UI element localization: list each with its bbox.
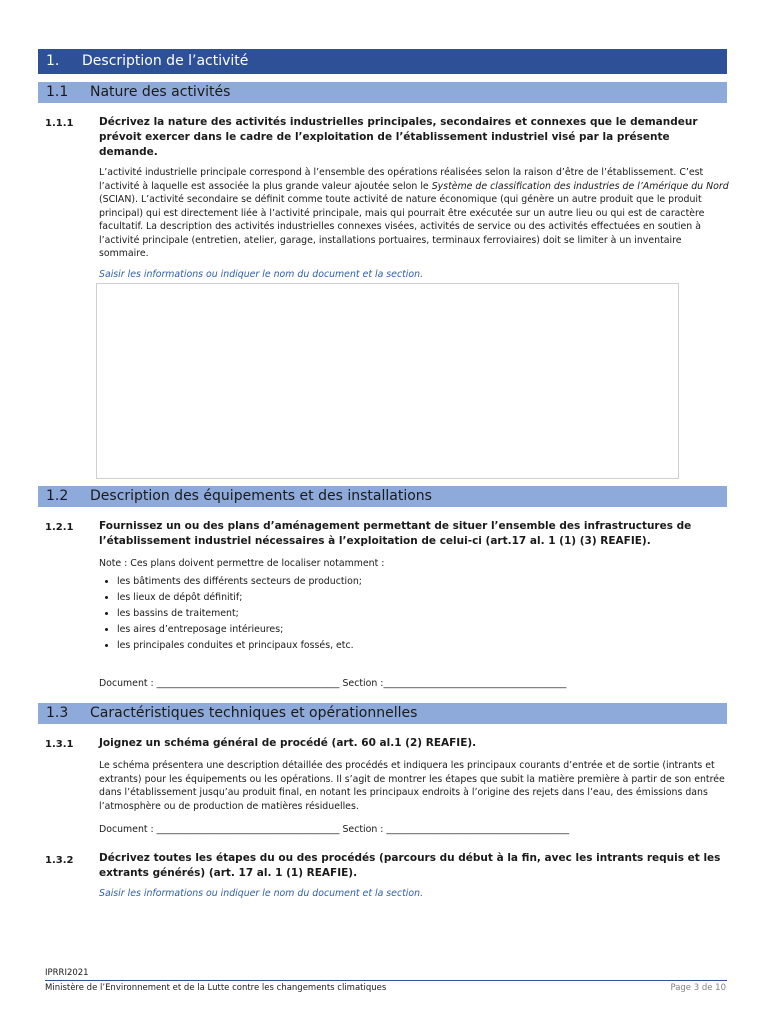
paragraph-part: L’activité industrielle principale correspond à l’ensemble des opérations réalisées selon la raison d’être de l’établissement. C’est l’activité à laquelle est associée la plus grande valeur ajoutée selon le (99, 167, 704, 192)
subsection-header-1-3 (38, 703, 727, 724)
subsection-number: 1.1 (46, 84, 69, 100)
input-hint-1-3-2: Saisir les informations ou indiquer le nom du document et la section. (99, 888, 424, 899)
section-number: 1. (46, 53, 60, 69)
response-textbox-1-1-1[interactable] (96, 283, 679, 479)
instruction-paragraph-1-1-1 (99, 166, 729, 261)
input-hint-1-1-1: Saisir les informations ou indiquer le nom du document et la section. (99, 269, 424, 280)
ministry-name: Ministère de l’Environnement et de la Lutte contre les changements climatiques (45, 983, 387, 993)
section-header (38, 49, 727, 74)
subsection-title: Description des équipements et des installations (90, 488, 432, 504)
subsection-header-1-2 (38, 486, 727, 507)
list-item: • les aires d’entreposage intérieures; (117, 622, 362, 638)
document-section-line-1-2-1[interactable]: Document : _______________________________________ Section :_______________________________________ (99, 678, 567, 689)
question-text-1-3-2: Décrivez toutes les étapes du ou des procédés (parcours du début à la fin, avec les intrants requis et les extrants générés) (art. 17 al. 1 (1) REAFIE). (99, 852, 721, 879)
note-text: Note : Ces plans doivent permettre de localiser notamment : (99, 558, 385, 569)
scian-title: Système de classification des industries de l’Amérique du Nord (431, 180, 729, 192)
list-item: • les principales conduites et principaux fossés, etc. (117, 638, 362, 654)
subsection-header-1-1 (38, 82, 727, 103)
paragraph-part: (SCIAN). L’activité secondaire se définit comme toute activité de nature économique (qui génère un autre produit que le produit principal) qui est directement liée à l’activité principale, mais qui pourrait être exécutée sur un autre lieu ou qui est de caractère facultatif. La description des activités industrielles connexes visées, activités de service ou des activités effectuées en soutien à l’activité principale (entretien, atelier, garage, installations portuaires, terminaux ferroviaires) doit se limiter à un inventaire sommaire. (99, 194, 705, 259)
form-code: IPRRI2021 (45, 968, 89, 978)
section-title: Description de l’activité (82, 53, 249, 69)
bullet-list (99, 574, 362, 654)
question-number-1-1-1: 1.1.1 (45, 118, 74, 129)
question-text-1-2-1: Fournissez un ou des plans d’aménagement permettant de situer l’ensemble des infrastructures de l’établissement industriel nécessaires à l’exploitation de celui-ci (art.17 al. 1 (1) (3) REAFIE). (99, 520, 692, 547)
page-number: Page 3 de 10 (670, 983, 726, 993)
subsection-number: 1.3 (46, 705, 69, 721)
question-number-1-2-1: 1.2.1 (45, 522, 74, 533)
question-number-1-3-1: 1.3.1 (45, 739, 74, 750)
subsection-title: Caractéristiques techniques et opérationnelles (90, 705, 418, 721)
footer-divider (45, 980, 727, 981)
question-number-1-3-2: 1.3.2 (45, 855, 74, 866)
question-text-1-3-1: Joignez un schéma général de procédé (art. 60 al.1 (2) REAFIE). (99, 737, 477, 749)
list-item: • les lieux de dépôt définitif; (117, 590, 362, 606)
list-item: • les bassins de traitement; (117, 606, 362, 622)
document-section-line-1-3-1[interactable]: Document : _______________________________________ Section : _______________________________________ (99, 824, 570, 835)
subsection-title: Nature des activités (90, 84, 231, 100)
question-text-1-1-1: Décrivez la nature des activités industrielles principales, secondaires et connexes que le demandeur prévoit exercer dans le cadre de l’exploitation de l’établissement industriel visé par la présente demande. (99, 116, 698, 158)
subsection-number: 1.2 (46, 488, 69, 504)
instruction-paragraph-1-3-1: Le schéma présentera une description détaillée des procédés et indiquera les principaux courants d’entrée et de sortie (intrants et extrants) pour les équipements ou les opérations. Il s’agit de montrer les étapes que subit la matière première à partir de son entrée dans l’établissement jusqu’au produit final, en notant les principaux endroits à l’origine des rejets dans l’eau, des émissions dans l’atmosphère ou de production de matières résiduelles. (99, 760, 725, 812)
list-item: • les bâtiments des différents secteurs de production; (117, 574, 362, 590)
